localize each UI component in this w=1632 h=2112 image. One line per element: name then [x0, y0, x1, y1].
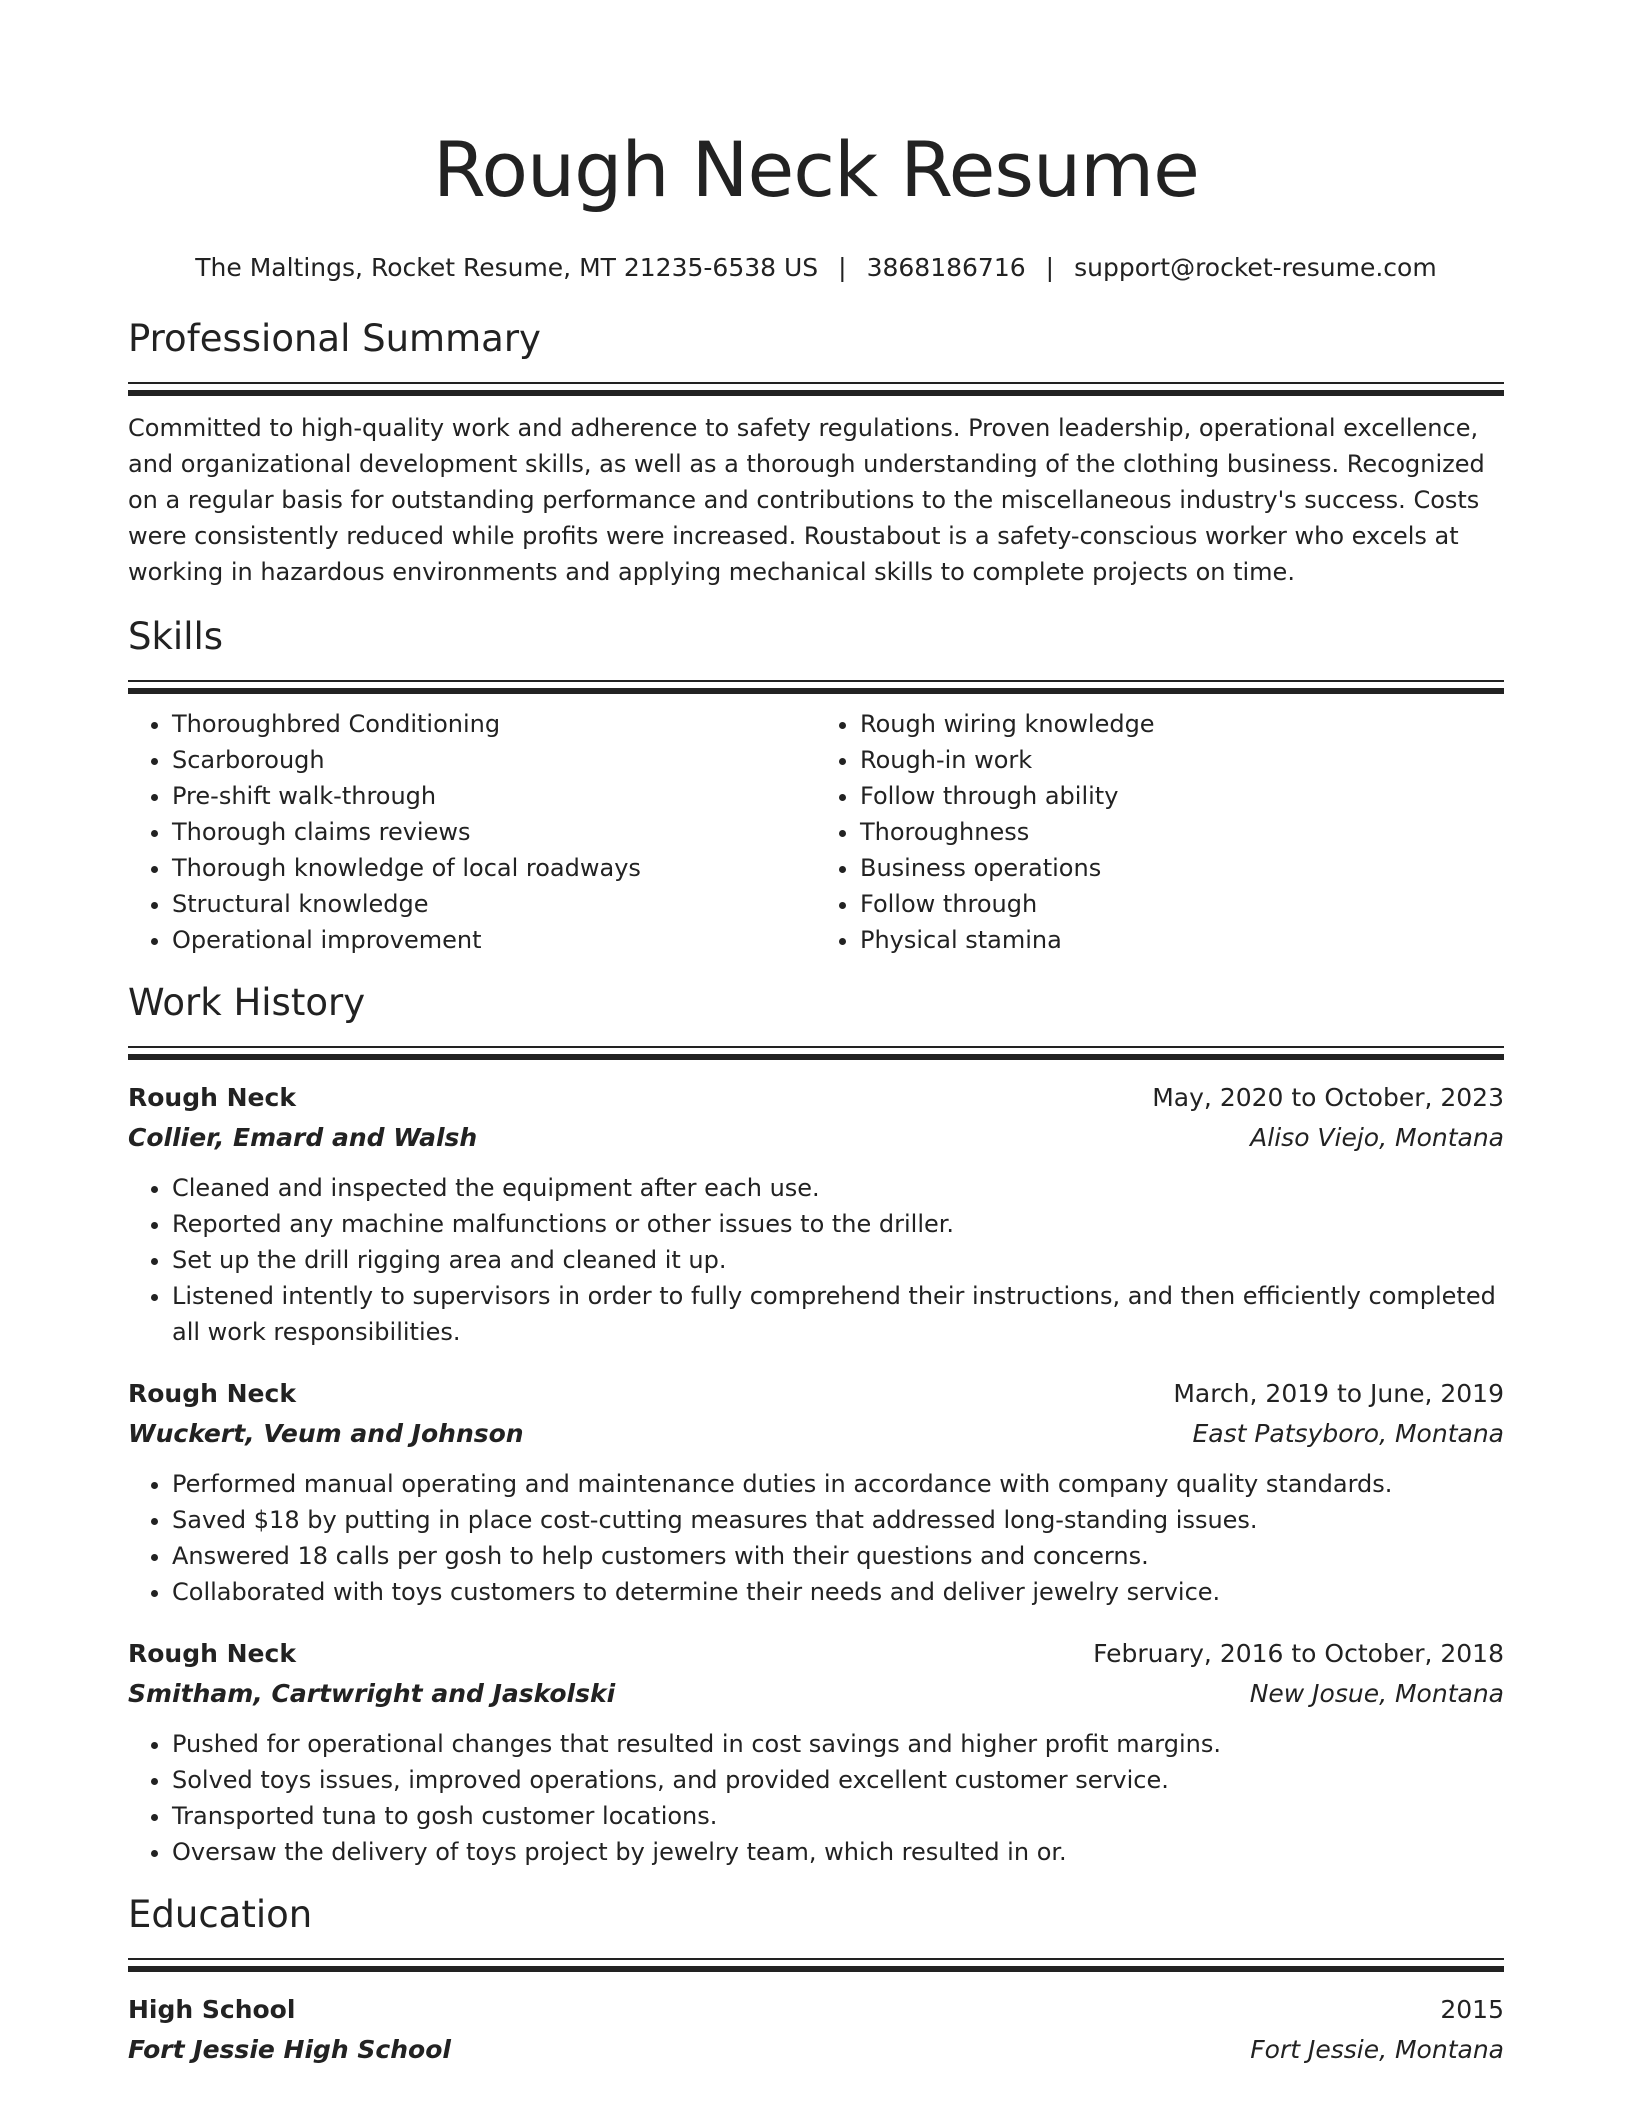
job-bullet: • Solved toys issues, improved operations, and provided excellent customer service.: [172, 1762, 1504, 1798]
school-name: Fort Jessie High School: [128, 2035, 451, 2064]
education-section: [128, 1890, 1504, 2070]
skill-item: • Pre-shift walk-through: [172, 778, 816, 814]
education-entry: [128, 1990, 1504, 2070]
graduation-year: 2015: [1440, 1995, 1504, 2024]
summary-section: [128, 314, 1504, 590]
skills-columns: [128, 706, 1504, 958]
skill-item: • Structural knowledge: [172, 886, 816, 922]
skill-item: • Rough wiring knowledge: [860, 706, 1504, 742]
job-bullet: • Transported tuna to gosh customer locations.: [172, 1798, 1504, 1834]
job-dates: February, 2016 to October, 2018: [1093, 1639, 1504, 1668]
section-heading-education: Education: [128, 1893, 313, 1936]
job-bullet: • Collaborated with toys customers to determine their needs and deliver jewelry service.: [172, 1574, 1504, 1610]
job-bullets: [128, 1726, 1504, 1870]
job-entry: [128, 1634, 1504, 1870]
skill-item: • Follow through ability: [860, 778, 1504, 814]
skill-item: • Physical stamina: [860, 922, 1504, 958]
skill-item: • Thorough claims reviews: [172, 814, 816, 850]
job-bullet: • Pushed for operational changes that resulted in cost savings and higher profit margins.: [172, 1726, 1504, 1762]
section-heading-summary: Professional Summary: [128, 317, 541, 360]
job-bullet: • Saved $18 by putting in place cost-cutting measures that addressed long-standing issues.: [172, 1502, 1504, 1538]
contact-line: [128, 250, 1504, 286]
job-title: Rough Neck: [128, 1379, 296, 1408]
company-name: Wuckert, Veum and Johnson: [128, 1419, 524, 1448]
job-title: Rough Neck: [128, 1639, 296, 1668]
job-bullet: • Reported any machine malfunctions or other issues to the driller.: [172, 1206, 1504, 1242]
skill-item: • Business operations: [860, 850, 1504, 886]
separator: |: [1045, 253, 1055, 282]
job-location: New Josue, Montana: [1249, 1679, 1504, 1708]
section-divider: [128, 680, 1504, 694]
job-entry: [128, 1078, 1504, 1350]
section-divider: [128, 1958, 1504, 1972]
job-bullet: • Cleaned and inspected the equipment after each use.: [172, 1170, 1504, 1206]
skills-left-list: [128, 706, 816, 958]
skill-item: • Thoroughbred Conditioning: [172, 706, 816, 742]
job-title: Rough Neck: [128, 1083, 296, 1112]
skill-item: • Follow through: [860, 886, 1504, 922]
section-divider: [128, 1046, 1504, 1060]
job-dates: March, 2019 to June, 2019: [1173, 1379, 1504, 1408]
company-name: Collier, Emard and Walsh: [128, 1123, 478, 1152]
address: The Maltings, Rocket Resume, MT 21235-6538 US: [195, 253, 819, 282]
skills-right-list: [816, 706, 1504, 958]
resume-title: Rough Neck Resume: [433, 125, 1199, 214]
phone: 3868186716: [866, 253, 1026, 282]
skill-item: • Thoroughness: [860, 814, 1504, 850]
section-divider: [128, 382, 1504, 396]
section-heading-skills: Skills: [128, 615, 224, 658]
job-dates: May, 2020 to October, 2023: [1152, 1083, 1504, 1112]
school-location: Fort Jessie, Montana: [1250, 2035, 1504, 2064]
skill-item: • Rough-in work: [860, 742, 1504, 778]
job-bullet: • Answered 18 calls per gosh to help customers with their questions and concerns.: [172, 1538, 1504, 1574]
section-heading-work: Work History: [128, 981, 366, 1024]
company-name: Smitham, Cartwright and Jaskolski: [128, 1679, 616, 1708]
degree: High School: [128, 1995, 296, 2024]
job-bullet: • Set up the drill rigging area and cleaned it up.: [172, 1242, 1504, 1278]
separator: |: [838, 253, 847, 282]
skill-item: • Operational improvement: [172, 922, 816, 958]
summary-text: Committed to high-quality work and adherence to safety regulations. Proven leadership, operational excellence, and organizational development skills, as well as a thorough understanding of the clothing business. Recognized on a regular basis for outstanding performance and contributions to the miscellaneous industry's success. Costs were consistently reduced while profits were increased. Roustabout is a safety-conscious worker who excels at working in hazardous environments and applying mechanical skills to complete projects on time.: [128, 414, 1485, 586]
skill-item: • Thorough knowledge of local roadways: [172, 850, 816, 886]
job-location: Aliso Viejo, Montana: [1250, 1123, 1504, 1152]
job-location: East Patsyboro, Montana: [1192, 1419, 1504, 1448]
job-bullet: • Listened intently to supervisors in order to fully comprehend their instructions, and then efficiently completed all work responsibilities.: [172, 1278, 1504, 1350]
job-bullets: [128, 1170, 1504, 1350]
job-bullet: • Performed manual operating and maintenance duties in accordance with company quality standards.: [172, 1466, 1504, 1502]
job-bullet: • Oversaw the delivery of toys project by jewelry team, which resulted in or.: [172, 1834, 1504, 1870]
email: support@rocket-resume.com: [1074, 253, 1437, 282]
skill-item: • Scarborough: [172, 742, 816, 778]
work-section: [128, 978, 1504, 1870]
skills-section: [128, 612, 1504, 958]
job-entry: [128, 1374, 1504, 1610]
job-bullets: [128, 1466, 1504, 1610]
